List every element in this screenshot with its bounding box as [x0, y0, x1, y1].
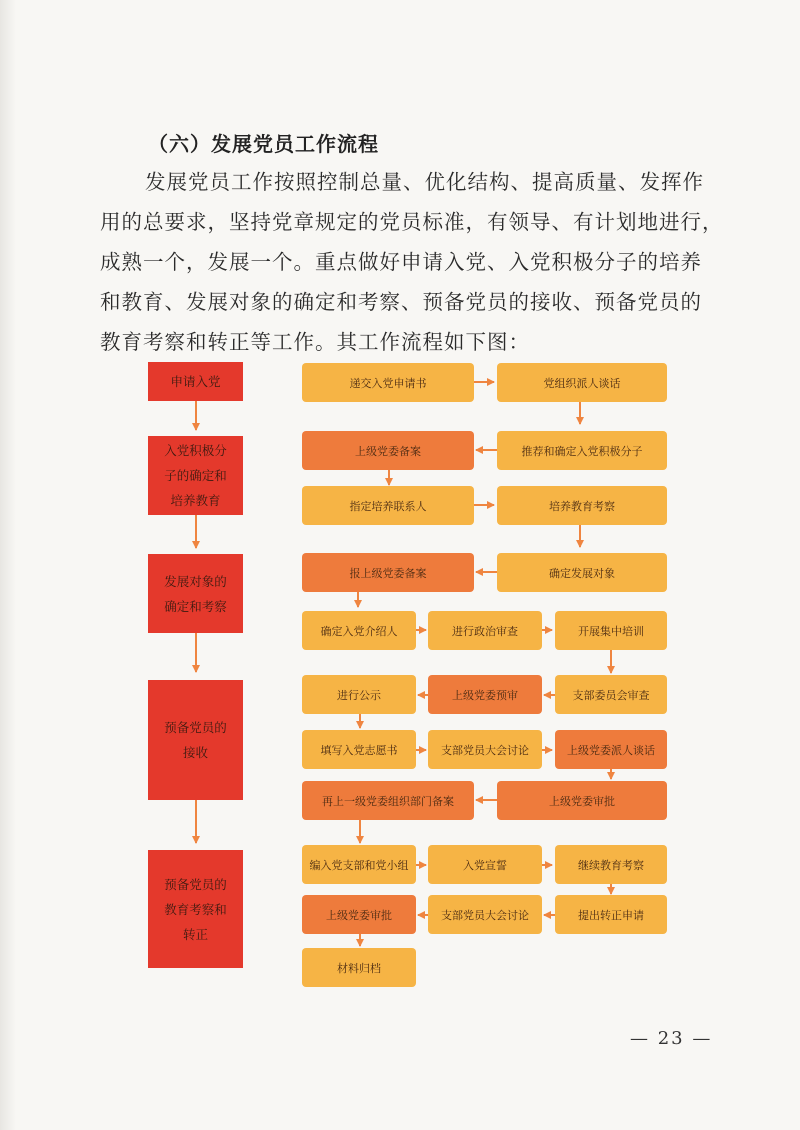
step-centralized-training: 开展集中培训 [555, 611, 667, 650]
step-recommend-activist: 推荐和确定入党积极分子 [497, 431, 667, 470]
intro-line: 用的总要求，坚持党章规定的党员标准，有领导、有计划地进行， [100, 210, 724, 234]
intro-line: 成熟一个，发展一个。重点做好申请入党、入党积极分子的培养 [100, 250, 702, 274]
step-archive-materials: 材料归档 [302, 948, 416, 987]
step-submit-application: 递交入党申请书 [302, 363, 474, 402]
step-report-filing: 报上级党委备案 [302, 553, 474, 592]
section-heading: （六）发展党员工作流程 [148, 132, 379, 156]
step-branch-committee-review: 支部委员会审查 [555, 675, 667, 714]
step-superior-filing: 上级党委备案 [302, 431, 474, 470]
step-training-inspection: 培养教育考察 [497, 486, 667, 525]
step-political-review: 进行政治审查 [428, 611, 542, 650]
step-determine-target: 确定发展对象 [497, 553, 667, 592]
stage-activist: 入党积极分 子的确定和 培养教育 [148, 436, 243, 515]
step-superior-pre-review: 上级党委预审 [428, 675, 542, 714]
step-higher-org-filing: 再上一级党委组织部门备案 [302, 781, 474, 820]
step-superior-final-approval: 上级党委审批 [302, 895, 416, 934]
step-determine-introducer: 确定入党介绍人 [302, 611, 416, 650]
stage-probationary-education: 预备党员的 教育考察和 转正 [148, 850, 243, 968]
step-assign-group: 编入党支部和党小组 [302, 845, 416, 884]
step-superior-talk: 上级党委派人谈话 [555, 730, 667, 769]
step-continued-education: 继续教育考察 [555, 845, 667, 884]
stage-development-target: 发展对象的 确定和考察 [148, 554, 243, 633]
step-assign-contact: 指定培养联系人 [302, 486, 474, 525]
intro-line: 教育考察和转正等工作。其工作流程如下图： [100, 330, 530, 354]
step-apply-full-membership: 提出转正申请 [555, 895, 667, 934]
stage-apply: 申请入党 [148, 362, 243, 401]
step-branch-meeting-discussion: 支部党员大会讨论 [428, 730, 542, 769]
step-publicity: 进行公示 [302, 675, 416, 714]
step-superior-approval: 上级党委审批 [497, 781, 667, 820]
intro-line: 和教育、发展对象的确定和考察、预备党员的接收、预备党员的 [100, 290, 702, 314]
step-oath: 入党宣誓 [428, 845, 542, 884]
page-number: — 23 — [630, 1028, 713, 1049]
stage-probationary-admission: 预备党员的 接收 [148, 680, 243, 800]
step-party-talk: 党组织派人谈话 [497, 363, 667, 402]
step-branch-meeting-final: 支部党员大会讨论 [428, 895, 542, 934]
intro-line: 发展党员工作按照控制总量、优化结构、提高质量、发挥作 [145, 170, 704, 194]
step-fill-application-form: 填写入党志愿书 [302, 730, 416, 769]
